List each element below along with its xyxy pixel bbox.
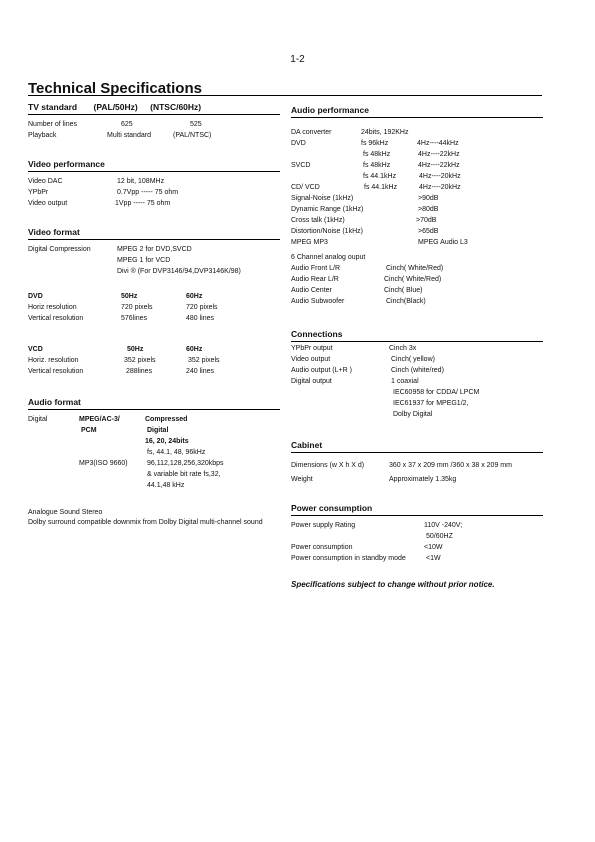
tv-standard-title: TV standard — [28, 102, 78, 112]
spec-label: Distortion/Noise (1kHz) — [291, 228, 363, 235]
spec-value: IEC60958 for CDDA/ LPCM — [393, 389, 480, 396]
spec-row — [28, 469, 280, 480]
dvd-header-row — [28, 291, 280, 302]
spec-label: Video output — [291, 356, 331, 363]
spec-value: Cinch( White/Red) — [386, 265, 444, 272]
page-number: 1-2 — [290, 54, 305, 65]
spec-label: Digital Compression — [28, 246, 91, 253]
spec-label: Power supply Rating — [291, 522, 356, 529]
spec-value: fs 44.1kHz — [363, 173, 397, 180]
spec-label: CD/ VCD — [291, 184, 320, 191]
tv-standard-section — [28, 102, 280, 141]
notice-text: Specifications subject to change without prior notice. — [291, 580, 495, 589]
spec-value: IEC61937 for MPEG1/2, — [393, 400, 469, 407]
video-performance-section — [28, 159, 280, 209]
audio-performance-section — [291, 105, 543, 307]
spec-value: 4Hz----44kHz — [417, 140, 459, 147]
spec-value: fs 48kHz — [363, 162, 391, 169]
spec-label: Audio Center — [291, 287, 332, 294]
spec-row — [28, 355, 280, 366]
spec-label: Number of lines — [28, 121, 78, 128]
spec-label: Power consumption — [291, 544, 353, 551]
spec-value: 288lines — [126, 368, 153, 375]
spec-row — [28, 480, 280, 491]
connections-heading: Connections — [291, 329, 543, 342]
spec-row — [291, 149, 543, 160]
spec-value: 4Hz----22kHz — [418, 162, 460, 169]
spec-value: >80dB — [418, 206, 439, 213]
audio-note: Dolby surround compatible downmix from Dolby Digital multi-channel sound — [28, 519, 263, 526]
spec-row — [28, 425, 280, 436]
spec-value: PCM — [81, 427, 97, 434]
spec-row — [291, 460, 543, 471]
spec-value: 480 lines — [186, 315, 215, 322]
spec-row — [291, 285, 543, 296]
spec-label: Vertical resolution — [28, 368, 84, 375]
cabinet-heading: Cabinet — [291, 440, 543, 453]
spec-label: Power consumption in standby mode — [291, 555, 406, 562]
spec-value: 96,112,128,256,320kbps — [147, 460, 224, 467]
power-consumption-section — [291, 503, 543, 564]
spec-label: Audio Subwoofer — [291, 298, 345, 305]
dvd-60hz: 60Hz — [186, 293, 203, 300]
video-performance-heading: Video performance — [28, 159, 280, 172]
spec-value: 110V -240V; — [424, 522, 463, 529]
spec-row — [291, 354, 543, 365]
spec-value: MP3(ISO 9660) — [79, 460, 128, 467]
spec-row — [28, 255, 280, 266]
spec-value: 360 x 37 x 209 mm /360 x 38 x 209 mm — [389, 462, 512, 469]
spec-row — [28, 130, 280, 141]
spec-value: 525 — [190, 121, 202, 128]
spec-row — [291, 542, 543, 553]
spec-row — [291, 274, 543, 285]
spec-row — [28, 447, 280, 458]
power-consumption-heading: Power consumption — [291, 503, 543, 516]
spec-row — [291, 474, 543, 485]
right-column — [291, 105, 543, 589]
spec-value: Divi ® (For DVP3146/94,DVP3146K/98) — [117, 268, 241, 275]
spec-value: 352 pixels — [124, 357, 156, 364]
video-format-section — [28, 227, 280, 277]
spec-value: Cinch (white/red) — [391, 367, 444, 374]
spec-label: Dimensions (w X h X d) — [291, 462, 365, 469]
spec-row — [291, 204, 543, 215]
spec-value: 625 — [121, 121, 133, 128]
spec-row — [28, 313, 280, 324]
spec-value: 50/60HZ — [426, 533, 453, 540]
audio-performance-heading: Audio performance — [291, 105, 543, 118]
spec-row — [291, 365, 543, 376]
spec-row — [291, 520, 543, 531]
audio-note: Analogue Sound Stereo — [28, 509, 103, 516]
dvd-section — [28, 291, 280, 324]
spec-value: Cinch( yellow) — [391, 356, 435, 363]
spec-value: Compressed — [145, 416, 188, 423]
spec-value: Cinch(Black) — [386, 298, 426, 305]
spec-label: YPbPr — [28, 189, 49, 196]
spec-row — [291, 343, 543, 354]
spec-row — [291, 398, 543, 409]
spec-row — [28, 302, 280, 313]
audio-format-heading: Audio format — [28, 397, 280, 410]
spec-row — [28, 244, 280, 255]
spec-value: Multi standard — [107, 132, 151, 139]
spec-label: Digital — [28, 416, 48, 423]
spec-label: Weight — [291, 476, 313, 483]
spec-value: Cinch 3x — [389, 345, 417, 352]
spec-value: MPEG Audio L3 — [418, 239, 468, 246]
audio-format-header-row — [28, 414, 280, 425]
tv-standard-pal: (PAL/50Hz) — [93, 102, 138, 112]
spec-row — [291, 296, 543, 307]
spec-value: (PAL/NTSC) — [173, 132, 212, 139]
vcd-50hz: 50Hz — [127, 346, 144, 353]
spec-row — [291, 193, 543, 204]
spec-row — [291, 160, 543, 171]
spec-value: >90dB — [418, 195, 439, 202]
spec-label: Signal-Noise (1kHz) — [291, 195, 354, 202]
spec-value: fs 44.1kHz — [364, 184, 398, 191]
spec-row — [291, 237, 543, 248]
spec-row — [291, 127, 543, 138]
spec-label: DVD — [291, 140, 306, 147]
spec-value: 576lines — [121, 315, 148, 322]
spec-row — [28, 198, 280, 209]
spec-value: 240 lines — [186, 368, 215, 375]
spec-row — [28, 266, 280, 277]
spec-value: MPEG 2 for DVD,SVCD — [117, 246, 192, 253]
spec-label: YPbPr output — [291, 345, 333, 352]
spec-label: Audio output (L+R ) — [291, 367, 352, 374]
spec-label: Vertical resolution — [28, 315, 84, 322]
vcd-60hz: 60Hz — [186, 346, 203, 353]
left-column — [28, 102, 280, 546]
spec-label: MPEG MP3 — [291, 239, 328, 246]
spec-row — [28, 176, 280, 187]
spec-value: <1W — [426, 555, 441, 562]
spec-row — [291, 531, 543, 542]
spec-value: 4Hz----22kHz — [418, 151, 460, 158]
spec-row — [28, 436, 280, 447]
spec-row — [291, 215, 543, 226]
spec-label: SVCD — [291, 162, 311, 169]
spec-value: & variable bit rate fs,32, — [147, 471, 221, 478]
spec-row — [291, 376, 543, 387]
spec-label: Audio Front L/R — [291, 265, 341, 272]
spec-value: fs 48kHz — [363, 151, 391, 158]
spec-label: Horiz. resolution — [28, 357, 79, 364]
audio-format-section — [28, 397, 280, 528]
spec-label: Audio Rear L/R — [291, 276, 339, 283]
tv-standard-ntsc: (NTSC/60Hz) — [150, 102, 202, 112]
spec-row — [291, 138, 543, 149]
spec-value: 1Vpp ----- 75 ohm — [115, 200, 171, 207]
spec-value: Dolby Digital — [393, 411, 433, 418]
spec-value: Cinch( White/Red) — [384, 276, 442, 283]
spec-value: Cinch( Blue) — [384, 287, 423, 294]
connections-section — [291, 329, 543, 420]
tv-standard-heading — [28, 102, 280, 115]
spec-value: 4Hz----20kHz — [419, 184, 461, 191]
spec-row — [28, 366, 280, 377]
spec-label: DA converter — [291, 129, 332, 136]
spec-value: <10W — [424, 544, 443, 551]
spec-value: 16, 20, 24bits — [145, 438, 189, 445]
spec-row — [291, 263, 543, 274]
spec-value: 1 coaxial — [391, 378, 419, 385]
spec-value: >70dB — [416, 217, 437, 224]
spec-value: 24bits, 192KHz — [361, 129, 409, 136]
spec-row — [291, 182, 543, 193]
spec-row — [291, 226, 543, 237]
spec-row — [28, 119, 280, 130]
dvd-label: DVD — [28, 293, 43, 300]
spec-row — [28, 187, 280, 198]
spec-row — [291, 171, 543, 182]
spec-label: Digital output — [291, 378, 332, 385]
spec-value: >65dB — [418, 228, 439, 235]
spec-value: 720 pixels — [186, 304, 218, 311]
spec-value: Approximately 1.35kg — [389, 476, 457, 483]
spec-value: 720 pixels — [121, 304, 153, 311]
spec-value: 4Hz----20kHz — [419, 173, 461, 180]
page-title: Technical Specifications — [28, 80, 202, 97]
spec-row — [291, 387, 543, 398]
spec-label: Video DAC — [28, 178, 63, 185]
spec-value: MPEG/AC-3/ — [79, 416, 120, 423]
spec-value: MPEG 1 for VCD — [117, 257, 171, 264]
spec-label: Cross talk (1kHz) — [291, 217, 345, 224]
spec-value: 352 pixels — [188, 357, 220, 364]
spec-row — [291, 409, 543, 420]
vcd-label: VCD — [28, 346, 43, 353]
spec-label: Video output — [28, 200, 68, 207]
spec-value: 0.7Vpp ----- 75 ohm — [117, 189, 179, 196]
cabinet-section — [291, 440, 543, 485]
spec-label: Horiz resolution — [28, 304, 77, 311]
spec-value: 12 bit, 108MHz — [117, 178, 165, 185]
vcd-header-row — [28, 344, 280, 355]
analog-output-title: 6 Channel analog ouput — [291, 254, 366, 261]
dvd-50hz: 50Hz — [121, 293, 138, 300]
spec-value: Digital — [147, 427, 169, 434]
spec-value: 44.1,48 kHz — [147, 482, 185, 489]
spec-row — [28, 458, 280, 469]
spec-label: Dynamic Range (1kHz) — [291, 206, 364, 213]
spec-row — [291, 553, 543, 564]
title-rule — [28, 95, 542, 96]
spec-value: fs 96kHz — [361, 140, 389, 147]
spec-label: Playback — [28, 132, 57, 139]
spec-value: fs, 44.1, 48, 96kHz — [147, 449, 206, 456]
vcd-section — [28, 344, 280, 377]
video-format-heading: Video format — [28, 227, 280, 240]
